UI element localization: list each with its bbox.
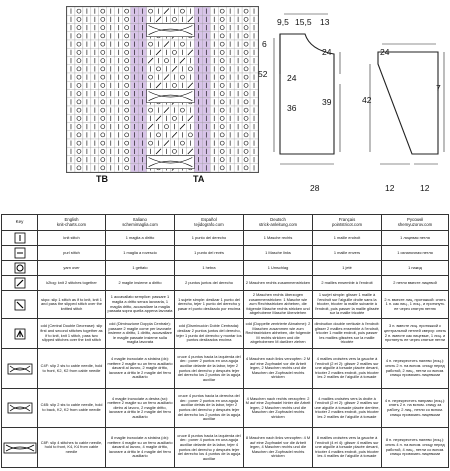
key-cell: 8 п. перекрестить налево (лиц.): снять 4 п. на вспом. спицу перед работой, 4 лиц., петли со вспом. спицы провязать лицевыми bbox=[382, 428, 449, 468]
chart-cell bbox=[75, 15, 83, 23]
chart-cell bbox=[99, 65, 107, 73]
key-cell: 1 Umschlag bbox=[244, 261, 313, 276]
key-cell: 1 изнаночная петля bbox=[382, 246, 449, 261]
chart-cell bbox=[123, 15, 131, 23]
chart-cell bbox=[75, 48, 83, 56]
dim-bottom-body: 28 bbox=[310, 183, 320, 193]
chart-cell bbox=[99, 24, 107, 32]
chart-cell bbox=[218, 147, 226, 155]
chart-cell bbox=[123, 164, 131, 172]
chart-cell bbox=[99, 147, 107, 155]
key-symbol-cell bbox=[2, 428, 38, 468]
key-cell: 1 maille envers bbox=[313, 246, 382, 261]
key-symbol-cell bbox=[2, 349, 38, 389]
dim-top-3: 13 bbox=[320, 17, 330, 27]
chart-cell bbox=[218, 73, 226, 81]
chart-cell bbox=[147, 106, 155, 114]
chart-cell bbox=[75, 106, 83, 114]
dim-top-2: 15,5 bbox=[295, 17, 312, 27]
chart-cell bbox=[242, 65, 250, 73]
chart-cell bbox=[218, 32, 226, 40]
key-cell: diminution double verticale à l'endroit: glisser 2 mailles ensemble à l'endroit, tricoter 1 maille endroit, puis passer les mailles glissées sur la maille tricotée bbox=[313, 319, 382, 349]
purl-symbol-icon bbox=[14, 247, 26, 259]
chart-cell bbox=[75, 57, 83, 65]
key-cell: 1 gettato bbox=[106, 261, 175, 276]
chart-cell bbox=[186, 131, 194, 139]
chart-cell bbox=[75, 123, 83, 131]
chart-cell bbox=[99, 57, 107, 65]
key-cell: 4 Maschen nach links verzopfen: 2 M auf eine Zopfnadel vor die Arbeit legen, 2 Maschen rechts und die Maschen der Zopfnadel rechts stricken bbox=[244, 349, 313, 389]
table-row bbox=[2, 246, 449, 261]
table-row bbox=[2, 291, 449, 319]
dim-bottom-sleeve-2: 12 bbox=[420, 183, 430, 193]
key-cell: 1 surjet simple: glisser 1 maille à l'endroit sur l'aiguille droite sans la tricoter, tricoter la maille suivante à l'endroit, puis passer la maille glissée sur la maille tricotée bbox=[313, 291, 382, 319]
key-cell: 1 накид bbox=[382, 261, 449, 276]
chart-cell bbox=[75, 32, 83, 40]
key-cell: 4 mailles croisées vers la droite à l'endroit (2 et 2): glisser 2 mailles sur une aiguille à torsade placée derrière, tricoter 2 mailles endroit, puis tricoter les 2 mailles de l'aiguille à torsade bbox=[313, 389, 382, 428]
chart-cell bbox=[99, 7, 107, 15]
chart-cell bbox=[123, 48, 131, 56]
chart-cell bbox=[75, 40, 83, 48]
header-cell: Français pointstricot.com bbox=[313, 215, 382, 231]
key-cell: 1 punto del derecho bbox=[175, 231, 244, 246]
chart-cell bbox=[99, 32, 107, 40]
key-cell: cruce 8 puntos hacia la izquierda del der.: poner 4 puntos en una aguja auxiliar delante de la labor, tejer 4 puntos del derecho y después tejer del derecho los 4 puntos de la aguja auxiliar bbox=[175, 428, 244, 468]
chart-cell bbox=[242, 40, 250, 48]
dim-sleeve-right: 7 bbox=[436, 83, 441, 93]
chart-cell bbox=[75, 24, 83, 32]
key-cell: 1 maglia a diritto bbox=[106, 231, 175, 246]
k2tog-symbol-icon bbox=[14, 277, 26, 289]
key-symbol-cell bbox=[2, 246, 38, 261]
chart-cell bbox=[242, 123, 250, 131]
key-cell: 4 п. перекрестить налево (лиц.): снять 2 п. на вспом. спицу перед работой, 2 лиц., петли со вспом. спицы провязать лицевыми bbox=[382, 349, 449, 389]
chart-cell bbox=[163, 57, 171, 65]
chart-cell bbox=[218, 7, 226, 15]
chart-cell bbox=[123, 73, 131, 81]
chart-cell bbox=[155, 65, 163, 73]
key-cell: 1 maglia a rovescio bbox=[106, 246, 175, 261]
key-cell: 1 Masche rechts bbox=[244, 231, 313, 246]
key-cell: C4B: slip 2 sts to cable needle, hold to back, K2, K2 from cable needle bbox=[38, 389, 106, 428]
chart-cell bbox=[218, 156, 226, 164]
chart-cell bbox=[123, 32, 131, 40]
chart-cell bbox=[170, 114, 178, 122]
key-cell: 1 punto del revés bbox=[175, 246, 244, 261]
chart-cell bbox=[163, 123, 171, 131]
chart-cell bbox=[218, 40, 226, 48]
chart-cell bbox=[218, 24, 226, 32]
chart-cell bbox=[123, 131, 131, 139]
key-symbol-cell bbox=[2, 319, 38, 349]
chart-cell bbox=[123, 106, 131, 114]
chart-cell bbox=[218, 106, 226, 114]
key-cell: yarn over bbox=[38, 261, 106, 276]
table-row bbox=[2, 428, 449, 468]
chart-cell bbox=[99, 15, 107, 23]
chart-cell bbox=[123, 7, 131, 15]
key-cell: 2 puntos juntos del derecho bbox=[175, 276, 244, 291]
chart-cell bbox=[242, 81, 250, 89]
chart-cell bbox=[178, 106, 186, 114]
dim-bottom-sleeve-1: 12 bbox=[385, 183, 395, 193]
key-symbol-cell bbox=[2, 261, 38, 276]
key-cell: cruce 4 puntos hacia la izquierda del der.: poner 2 puntos en una aguja auxiliar delante de la labor, tejer 2 puntos del derecho y después tejer del derecho los 2 puntos de la aguja auxiliar bbox=[175, 349, 244, 389]
chart-cell bbox=[75, 73, 83, 81]
chart-cell bbox=[242, 98, 250, 106]
chart-cell bbox=[75, 90, 83, 98]
chart-cell bbox=[75, 98, 83, 106]
chart-cell bbox=[242, 15, 250, 23]
chart-cell bbox=[147, 7, 155, 15]
chart-cell bbox=[178, 40, 186, 48]
chart-cell bbox=[178, 73, 186, 81]
c4f-symbol-icon bbox=[7, 363, 33, 375]
key-cell: 3 п. вместе лиц. протяжкой с центральной петлей сверху: снять 2 п. вместе как лицевые, 1 лиц. и протянуть ее через снятые петли bbox=[382, 319, 449, 349]
chart-cell bbox=[123, 156, 131, 164]
chart-cell bbox=[123, 147, 131, 155]
dim-inner-1: 24 bbox=[287, 73, 297, 83]
chart-cell bbox=[242, 156, 250, 164]
chart-cell bbox=[218, 131, 226, 139]
chart-cell bbox=[147, 139, 155, 147]
header-cell: Русский shemyuzorov.com bbox=[382, 215, 449, 231]
chart-cell bbox=[218, 15, 226, 23]
chart-cell bbox=[75, 7, 83, 15]
chart-cell bbox=[242, 7, 250, 15]
table-row bbox=[2, 389, 449, 428]
table-body bbox=[2, 231, 449, 468]
key-cell: cruce 4 puntos hacia la derecha del der.: poner 2 puntos en una aguja auxiliar detrás de la labor, tejer 2 puntos del derecho y después tejer del derecho los 2 puntos de la aguja auxiliar bbox=[175, 389, 244, 428]
chart-cell bbox=[242, 164, 250, 172]
key-cell: 2 п. вместе лиц. протяжкой: снять 1 п. как лиц., 1 лиц., и протянуть ее через снятую петлю bbox=[382, 291, 449, 319]
table-row bbox=[2, 319, 449, 349]
key-cell: 8 Maschen nach links verzopfen: 4 M auf eine Zopfnadel vor die Arbeit legen, 4 Maschen rechts und die Maschen der Zopfnadel rechts stricken bbox=[244, 428, 313, 468]
yo-symbol-icon bbox=[14, 262, 26, 274]
chart-cell bbox=[99, 90, 107, 98]
dim-inner-2: 36 bbox=[287, 103, 297, 113]
chart-cell bbox=[123, 98, 131, 106]
chart-cable bbox=[147, 24, 195, 37]
chart-cell bbox=[75, 156, 83, 164]
dim-top-1: 9,5 bbox=[277, 17, 289, 27]
chart-cable bbox=[147, 90, 195, 103]
chart-cell bbox=[99, 81, 107, 89]
chart-cell bbox=[123, 65, 131, 73]
c8f-symbol-icon bbox=[3, 442, 37, 454]
chart-cell bbox=[147, 40, 155, 48]
cdd-symbol-icon bbox=[14, 328, 26, 340]
chart-cell bbox=[170, 147, 178, 155]
chart-cell bbox=[218, 114, 226, 122]
schematic-drawing bbox=[270, 4, 448, 194]
chart-cell bbox=[123, 123, 131, 131]
sleeve-outline bbox=[378, 52, 438, 154]
chart-cell bbox=[123, 40, 131, 48]
dim-right-2: 39 bbox=[322, 97, 332, 107]
table-row bbox=[2, 349, 449, 389]
chart-cell bbox=[218, 123, 226, 131]
skpo-symbol-icon bbox=[14, 299, 26, 311]
chart-cell bbox=[218, 98, 226, 106]
key-cell: 2 maglie insieme a diritto bbox=[106, 276, 175, 291]
chart-cell bbox=[75, 65, 83, 73]
key-cell: knit stitch bbox=[38, 231, 106, 246]
chart-cell bbox=[123, 57, 131, 65]
chart-cell bbox=[242, 131, 250, 139]
chart-cell bbox=[123, 139, 131, 147]
key-cell: 1 sujete simple: deslizar 1 punto del derecho, tejer 1 punto del derecho y pasar el punto deslizado por encima bbox=[175, 291, 244, 319]
chart-cell bbox=[99, 98, 107, 106]
chart-cell bbox=[186, 65, 194, 73]
chart-cell bbox=[75, 131, 83, 139]
chart-cell bbox=[170, 48, 178, 56]
chart-cell bbox=[242, 57, 250, 65]
chart-cell bbox=[242, 106, 250, 114]
chart-cell bbox=[99, 40, 107, 48]
chart-cell bbox=[218, 48, 226, 56]
table-header-row bbox=[2, 215, 449, 231]
key-cell: cdd (Diminuzione Doppia Centrale): passare 2 maglie come per lavorarle insieme a diritto, 1 diritto, accavallare le maglie passate insieme sulla maglia lavorata bbox=[106, 319, 175, 349]
dim-sleeve-top: 24 bbox=[380, 47, 390, 57]
key-symbol-cell bbox=[2, 389, 38, 428]
key-cell: 4 maglie incrociate a sinistra (dx): mettere 2 maglie su un ferro ausiliario davanti al lavoro, 2 maglie dritto, lavorare a dritto le 2 maglie del ferro ausiliario bbox=[106, 349, 175, 389]
chart-cell bbox=[75, 114, 83, 122]
key-cell: C8F: slip 4 stitches to cable needle, hold to front, K4, K4 from cable needle bbox=[38, 428, 106, 468]
chart-cell bbox=[242, 32, 250, 40]
chart-cell bbox=[99, 131, 107, 139]
key-cell: purl stitch bbox=[38, 246, 106, 261]
key-cell: 1 maille endroit bbox=[313, 231, 382, 246]
chart-cell bbox=[242, 90, 250, 98]
key-cell: 8 mailles croisées vers la gauche à l'endroit (4 et 4): glisser 4 mailles sur une aiguille à torsade placée devant, tricoter 4 mailles endroit, puis tricoter les 4 mailles de l'aiguille à torsade bbox=[313, 428, 382, 468]
chart-grid bbox=[67, 7, 258, 172]
chart-cell bbox=[242, 139, 250, 147]
chart-cell bbox=[242, 48, 250, 56]
key-symbol-cell bbox=[2, 276, 38, 291]
key-cell: 8 maglie incrociate a sinistra (dx): mettere 4 maglie su un ferro ausiliario davanti al lavoro, 4 maglie dritto, lavorare a dritto le 4 maglie del ferro ausiliario bbox=[106, 428, 175, 468]
key-cell: 4 mailles croisées vers la gauche à l'endroit (2 et 2): glisser 2 mailles sur une aiguille à torsade placée devant, tricoter 2 mailles endroit, puis tricoter les 2 mailles de l'aiguille à torsade bbox=[313, 349, 382, 389]
chart-cell bbox=[99, 114, 107, 122]
chart-cell bbox=[75, 139, 83, 147]
key-cell: 4 maglie incrociate a destra (sx): mettere 2 maglie su un ferro ausiliario dietro al lavoro, 2 maglie dritto, lavorare a dritto le 2 maglie del ferro ausiliario bbox=[106, 389, 175, 428]
chart-cell bbox=[75, 164, 83, 172]
chart-cell bbox=[218, 65, 226, 73]
chart-cell bbox=[242, 114, 250, 122]
c4b-symbol-icon bbox=[7, 402, 33, 414]
key-cell: cdd (Central Double Decrease): slip first and second stitches together as if to knit, knit 1 stitch, pass two slipped stitches over the knit stitch bbox=[38, 319, 106, 349]
garment-schematic bbox=[270, 4, 448, 194]
key-symbol-cell bbox=[2, 231, 38, 246]
chart-cell bbox=[99, 156, 107, 164]
knit-symbol-icon bbox=[14, 232, 26, 244]
chart-cell bbox=[170, 81, 178, 89]
header-cell: Español tejidografo.com bbox=[175, 215, 244, 231]
dim-left-2: 52 bbox=[258, 69, 268, 79]
header-cell: Key bbox=[2, 215, 38, 231]
chart-cell bbox=[75, 81, 83, 89]
key-cell: 1 hebra bbox=[175, 261, 244, 276]
chart-cell bbox=[99, 48, 107, 56]
chart-cell bbox=[147, 73, 155, 81]
chart-cell bbox=[218, 139, 226, 147]
chart-cell bbox=[170, 15, 178, 23]
chart-cable bbox=[147, 156, 195, 169]
chart-cell bbox=[123, 90, 131, 98]
dim-left-1: 6 bbox=[262, 39, 267, 49]
chart-cell bbox=[155, 131, 163, 139]
chart-cell bbox=[99, 106, 107, 114]
chart-cell bbox=[178, 7, 186, 15]
chart-cell bbox=[99, 123, 107, 131]
chart-cell bbox=[123, 24, 131, 32]
key-cell: 2 петли вместе лицевой bbox=[382, 276, 449, 291]
key-cell: 2 Maschen rechts zusammenstricken bbox=[244, 276, 313, 291]
chart-cell bbox=[178, 139, 186, 147]
key-table bbox=[1, 214, 449, 468]
chart-cell bbox=[242, 73, 250, 81]
key-cell: skpo: slip 1 stitch as if to knit, knit 1 and pass the slipped stitch over the knitted stitch bbox=[38, 291, 106, 319]
header-cell: Deutsch strick-anleitung.com bbox=[244, 215, 313, 231]
key-cell: k2tog: knit 2 stitches together bbox=[38, 276, 106, 291]
key-cell: 4 п. перекрестить направо (лиц.): снять 2 п. на вспом. спицу за работу, 2 лиц., петли со вспом. спицы провязать лицевыми bbox=[382, 389, 449, 428]
chart-cell bbox=[218, 90, 226, 98]
key-cell: cdd (Doppelte zentrierte Abnahme): 2 Maschen zusammen wie zum Rechtsstricken abheben, die folgende M rechts stricken und die abgehobenen M darüber ziehen bbox=[244, 319, 313, 349]
chart-cell bbox=[242, 147, 250, 155]
chart-cell bbox=[123, 114, 131, 122]
key-cell: 4 Maschen nach rechts verzopfen: 2 M auf eine Zopfnadel hinter die Arbeit legen, 2 Maschen rechts und die Maschen der Zopfnadel rechts stricken bbox=[244, 389, 313, 428]
header-cell: English knit-charts.com bbox=[38, 215, 106, 231]
key-cell: 2 Maschen rechts überzogen zusammenstricken: 1 Masche wie zum Rechtsstricken abheben, die folgende Masche rechts stricken und abgehobene Masche überziehen bbox=[244, 291, 313, 319]
key-symbol-cell bbox=[2, 291, 38, 319]
key-cell: 2 mailles ensemble à l'endroit bbox=[313, 276, 382, 291]
chart-cell bbox=[99, 73, 107, 81]
chart-cell bbox=[242, 24, 250, 32]
table-row bbox=[2, 276, 449, 291]
header-cell: Italiano schemimaglia.com bbox=[106, 215, 175, 231]
key-cell: 1 jeté bbox=[313, 261, 382, 276]
chart-cell bbox=[99, 139, 107, 147]
chart-cell bbox=[75, 147, 83, 155]
label-tb: TB bbox=[96, 174, 108, 184]
label-ta: TA bbox=[193, 174, 205, 184]
chart-cell bbox=[218, 164, 226, 172]
dim-right-1: 24 bbox=[322, 47, 332, 57]
table-row bbox=[2, 261, 449, 276]
key-cell: 1 Masche links bbox=[244, 246, 313, 261]
key-cell: cdd (Disminución Doble Centrada): deslizar 2 puntos juntos del derecho, tejer 1 punto del derecho y montar los puntos deslizados encima bbox=[175, 319, 244, 349]
key-cell: 1 лицевая петля bbox=[382, 231, 449, 246]
knitting-chart bbox=[66, 6, 259, 173]
key-cell: C4F: slip 2 sts to cable needle, hold to front, K2, K2 from cable needle bbox=[38, 349, 106, 389]
key-cell: 1 accavallato semplice: passare 1 maglia a dritto senza lavorarla, 1 maglia dritto, accavallare la maglia passata sopra quella appena lavorata bbox=[106, 291, 175, 319]
chart-cell bbox=[99, 164, 107, 172]
chart-cell bbox=[123, 81, 131, 89]
chart-cell bbox=[218, 57, 226, 65]
chart-cell bbox=[218, 81, 226, 89]
table-row bbox=[2, 231, 449, 246]
dim-sleeve-left: 42 bbox=[362, 95, 372, 105]
